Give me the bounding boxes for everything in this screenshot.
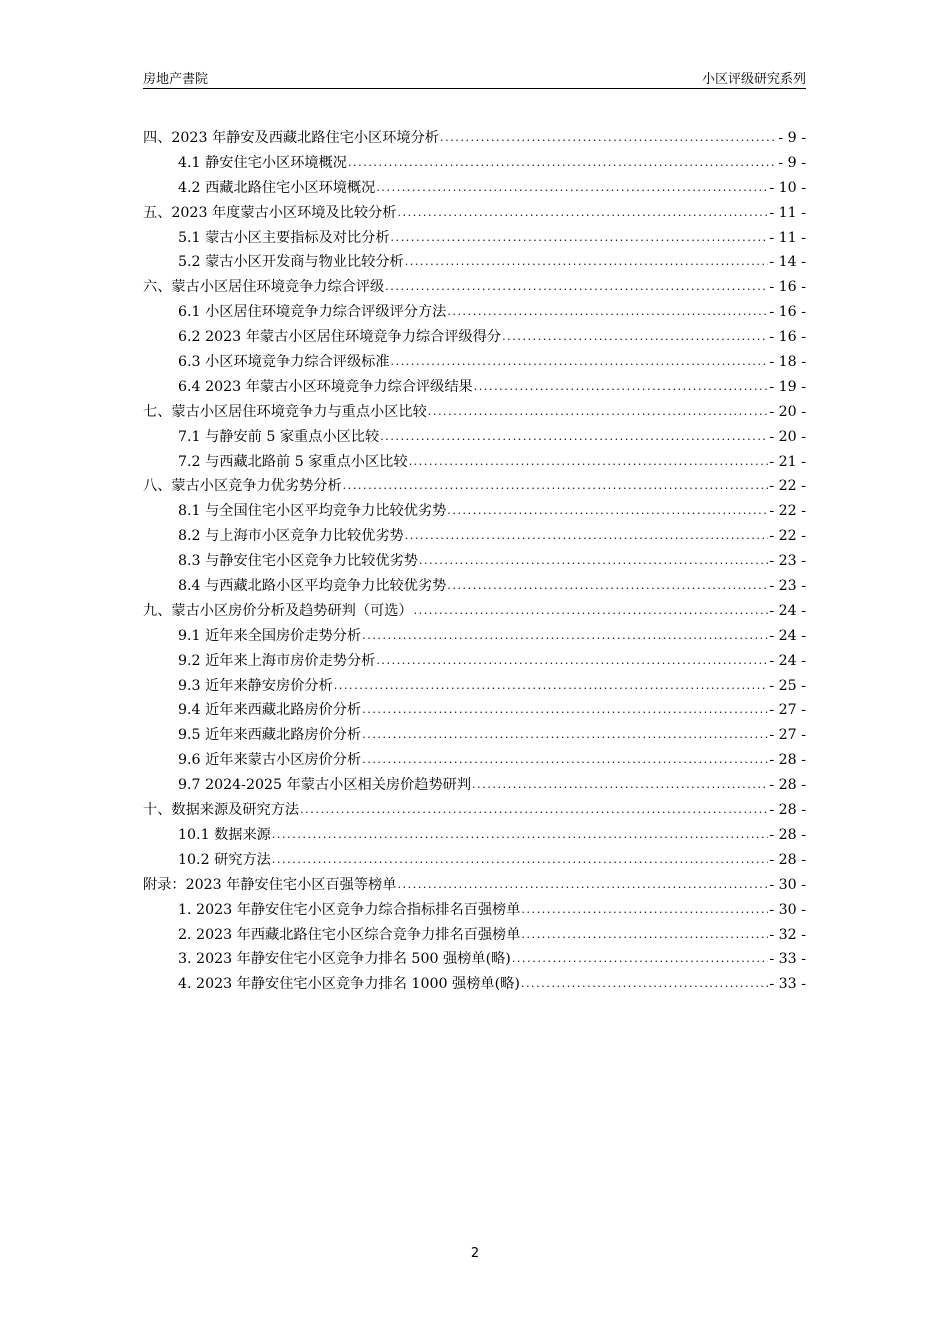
toc-entry-page: - 22 - — [769, 528, 806, 545]
toc-dot-leader — [440, 126, 777, 151]
toc-dot-leader — [521, 972, 768, 997]
toc-entry-page: - 11 - — [769, 204, 806, 221]
toc-entry-page: - 16 - — [769, 304, 806, 321]
toc-chapter-entry[interactable] — [143, 474, 806, 499]
toc-dot-leader — [521, 923, 768, 948]
toc-entry-title: 6.1 小区居住环境竞争力综合评级评分方法 — [178, 304, 447, 321]
toc-entry-title: 9.7 2024-2025 年蒙古小区相关房价趋势研判 — [178, 777, 472, 794]
toc-section-entry[interactable] — [143, 674, 806, 699]
toc-section-entry[interactable] — [143, 549, 806, 574]
toc-dot-leader — [272, 823, 768, 848]
toc-entry-page: - 23 - — [769, 553, 806, 570]
header-publisher: 房地产書院 — [143, 72, 209, 87]
toc-section-entry[interactable] — [143, 723, 806, 748]
toc-section-entry[interactable] — [143, 748, 806, 773]
header-series-title: 小区评级研究系列 — [701, 72, 806, 87]
toc-section-entry[interactable] — [143, 574, 806, 599]
toc-entry-title: 4.2 西藏北路住宅小区环境概况 — [178, 179, 376, 196]
toc-dot-leader — [414, 599, 769, 624]
toc-dot-leader — [428, 400, 769, 425]
toc-entry-title: 6.3 小区环境竞争力综合评级标准 — [178, 354, 390, 371]
toc-dot-leader — [343, 474, 769, 499]
toc-section-entry[interactable] — [143, 226, 806, 251]
toc-entry-title: 9.6 近年来蒙古小区房价分析 — [178, 752, 362, 769]
toc-entry-title: 七、蒙古小区居住环境竞争力与重点小区比较 — [143, 403, 427, 420]
toc-entry-page: - 14 - — [769, 254, 806, 271]
page-number: 2 — [470, 1246, 480, 1261]
toc-entry-title: 9.3 近年来静安房价分析 — [178, 677, 333, 694]
toc-dot-leader — [362, 748, 768, 773]
toc-dot-leader — [472, 773, 768, 798]
toc-entry-title: 十、数据来源及研究方法 — [143, 802, 300, 819]
toc-section-entry[interactable] — [143, 350, 806, 375]
toc-entry-page: - 32 - — [769, 926, 806, 943]
toc-section-entry[interactable] — [143, 898, 806, 923]
toc-entry-page: - 28 - — [769, 851, 806, 868]
toc-entry-page: - 9 - — [778, 130, 806, 146]
toc-dot-leader — [405, 524, 769, 549]
toc-entry-page: - 18 - — [769, 354, 806, 371]
toc-section-entry[interactable] — [143, 250, 806, 275]
toc-dot-leader — [385, 275, 768, 300]
toc-entry-page: - 28 - — [769, 802, 806, 819]
toc-dot-leader — [391, 350, 769, 375]
toc-entry-title: 8.3 与静安住宅小区竞争力比较优劣势 — [178, 553, 418, 570]
toc-entry-page: - 9 - — [778, 154, 806, 171]
toc-entry-page: - 10 - — [769, 179, 806, 196]
toc-entry-page: - 30 - — [769, 901, 806, 918]
table-of-contents — [143, 126, 806, 997]
toc-dot-leader — [447, 574, 768, 599]
toc-entry-page: - 27 - — [769, 727, 806, 744]
toc-entry-page: - 28 - — [769, 826, 806, 843]
toc-entry-page: - 22 - — [769, 503, 806, 520]
toc-entry-title: 4.1 静安住宅小区环境概况 — [178, 154, 347, 171]
toc-chapter-entry[interactable] — [143, 798, 806, 823]
toc-section-entry[interactable] — [143, 300, 806, 325]
toc-dot-leader — [502, 325, 768, 350]
toc-dot-leader — [409, 450, 769, 475]
toc-dot-leader — [376, 176, 768, 201]
toc-entry-title: 9.5 近年来西藏北路房价分析 — [178, 727, 362, 744]
toc-section-entry[interactable] — [143, 923, 806, 948]
toc-entry-page: - 33 - — [769, 976, 806, 993]
toc-dot-leader — [376, 649, 768, 674]
toc-section-entry[interactable] — [143, 524, 806, 549]
toc-entry-title: 8.1 与全国住宅小区平均竞争力比较优劣势 — [178, 503, 447, 520]
toc-entry-page: - 20 - — [769, 428, 806, 445]
toc-dot-leader — [300, 798, 768, 823]
toc-dot-leader — [391, 226, 769, 251]
toc-section-entry[interactable] — [143, 425, 806, 450]
toc-entry-title: 6.2 2023 年蒙古小区居住环境竞争力综合评级得分 — [178, 329, 502, 346]
toc-entry-title: 7.1 与静安前 5 家重点小区比较 — [178, 428, 380, 445]
toc-section-entry[interactable] — [143, 325, 806, 350]
toc-dot-leader — [380, 425, 768, 450]
toc-entry-page: - 24 - — [769, 652, 806, 669]
toc-chapter-entry[interactable] — [143, 873, 806, 898]
toc-entry-title: 8.2 与上海市小区竞争力比较优劣势 — [178, 528, 404, 545]
toc-section-entry[interactable] — [143, 848, 806, 873]
toc-dot-leader — [397, 201, 768, 226]
toc-entry-title: 1. 2023 年静安住宅小区竞争力综合指标排名百强榜单 — [178, 901, 521, 918]
toc-entry-title: 9.1 近年来全国房价走势分析 — [178, 627, 362, 644]
toc-chapter-entry[interactable] — [143, 275, 806, 300]
toc-dot-leader — [521, 898, 768, 923]
toc-entry-title: 10.2 研究方法 — [178, 851, 271, 868]
toc-entry-page: - 28 - — [769, 752, 806, 769]
toc-section-entry[interactable] — [143, 823, 806, 848]
toc-dot-leader — [447, 300, 768, 325]
toc-dot-leader — [474, 375, 769, 400]
toc-entry-title: 4. 2023 年静安住宅小区竞争力排名 1000 强榜单(略) — [178, 976, 520, 993]
toc-section-entry[interactable] — [143, 698, 806, 723]
toc-section-entry[interactable] — [143, 375, 806, 400]
toc-entry-title: 9.4 近年来西藏北路房价分析 — [178, 702, 362, 719]
toc-entry-page: - 16 - — [769, 279, 806, 296]
toc-dot-leader — [272, 848, 768, 873]
toc-entry-title: 8.4 与西藏北路小区平均竞争力比较优劣势 — [178, 578, 447, 595]
toc-entry-title: 八、蒙古小区竞争力优劣势分析 — [143, 478, 342, 495]
toc-section-entry[interactable] — [143, 176, 806, 201]
toc-chapter-entry[interactable] — [143, 126, 806, 151]
toc-section-entry[interactable] — [143, 151, 806, 176]
toc-dot-leader — [362, 698, 768, 723]
toc-entry-page: - 25 - — [769, 677, 806, 694]
toc-entry-page: - 22 - — [769, 478, 806, 495]
toc-entry-title: 5.1 蒙古小区主要指标及对比分析 — [178, 229, 390, 246]
toc-entry-title: 9.2 近年来上海市房价走势分析 — [178, 652, 376, 669]
toc-dot-leader — [334, 674, 769, 699]
toc-entry-page: - 24 - — [769, 627, 806, 644]
toc-entry-page: - 19 - — [769, 378, 806, 395]
toc-dot-leader — [348, 151, 777, 176]
toc-entry-page: - 20 - — [769, 403, 806, 420]
toc-entry-title: 5.2 蒙古小区开发商与物业比较分析 — [178, 254, 404, 271]
toc-entry-title: 7.2 与西藏北路前 5 家重点小区比较 — [178, 453, 408, 470]
toc-entry-title: 3. 2023 年静安住宅小区竞争力排名 500 强榜单(略) — [178, 951, 511, 968]
toc-entry-page: - 30 - — [769, 876, 806, 893]
toc-entry-title: 五、2023 年度蒙古小区环境及比较分析 — [143, 204, 397, 221]
toc-section-entry[interactable] — [143, 773, 806, 798]
toc-entry-page: - 16 - — [769, 329, 806, 346]
toc-entry-title: 附录：2023 年静安住宅小区百强等榜单 — [143, 876, 397, 893]
toc-section-entry[interactable] — [143, 499, 806, 524]
toc-dot-leader — [362, 723, 768, 748]
toc-section-entry[interactable] — [143, 947, 806, 972]
toc-dot-leader — [447, 499, 768, 524]
toc-entry-title: 6.4 2023 年蒙古小区环境竞争力综合评级结果 — [178, 378, 473, 395]
page-header — [143, 66, 806, 89]
toc-chapter-entry[interactable] — [143, 201, 806, 226]
toc-entry-page: - 27 - — [769, 702, 806, 719]
toc-dot-leader — [405, 250, 769, 275]
toc-entry-title: 四、2023 年静安及西藏北路住宅小区环境分析 — [143, 130, 439, 146]
toc-entry-page: - 21 - — [769, 453, 806, 470]
toc-entry-page: - 28 - — [769, 777, 806, 794]
toc-dot-leader — [397, 873, 768, 898]
toc-entry-page: - 11 - — [769, 229, 806, 246]
toc-entry-title: 10.1 数据来源 — [178, 826, 271, 843]
toc-section-entry[interactable] — [143, 624, 806, 649]
toc-section-entry[interactable] — [143, 972, 806, 997]
toc-entry-title: 2. 2023 年西藏北路住宅小区综合竞争力排名百强榜单 — [178, 926, 521, 943]
toc-section-entry[interactable] — [143, 450, 806, 475]
toc-entry-page: - 24 - — [769, 602, 806, 619]
toc-dot-leader — [512, 947, 768, 972]
toc-entry-page: - 33 - — [769, 951, 806, 968]
toc-dot-leader — [362, 624, 768, 649]
toc-section-entry[interactable] — [143, 649, 806, 674]
toc-chapter-entry[interactable] — [143, 599, 806, 624]
toc-entry-title: 六、蒙古小区居住环境竞争力综合评级 — [143, 279, 385, 296]
toc-chapter-entry[interactable] — [143, 400, 806, 425]
toc-entry-page: - 23 - — [769, 578, 806, 595]
toc-dot-leader — [419, 549, 768, 574]
toc-entry-title: 九、蒙古小区房价分析及趋势研判（可选） — [143, 602, 413, 619]
